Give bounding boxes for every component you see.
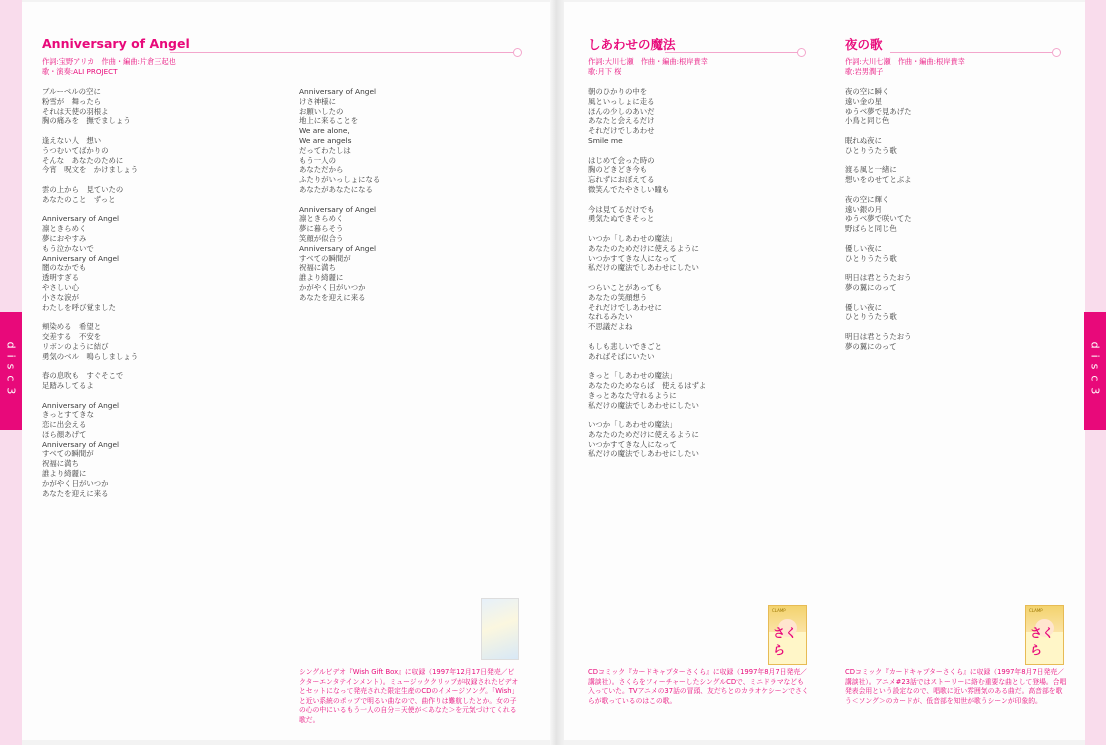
lyrics-stanza — [42, 371, 138, 391]
lyrics-stanza — [845, 303, 912, 323]
lyric-line: 遠い金の星 — [845, 96, 882, 106]
lyric-line: 野ばらと同じ色 — [845, 224, 897, 234]
song-credits — [588, 57, 708, 77]
lyric-line: 想いをのせてとぶよ — [845, 175, 912, 185]
lyric-line: ふたりがいっしょになる — [299, 175, 381, 185]
title-rule — [890, 52, 1052, 53]
lyric-line: 明日は君とうたおう — [845, 273, 912, 283]
lyrics-stanza — [42, 185, 138, 205]
song-title: しあわせの魔法 — [588, 37, 676, 52]
lyric-line: あなたがあなたになる — [299, 184, 373, 194]
lyric-line: 優しい夜に — [845, 302, 882, 312]
lyric-line: Anniversary of Angel — [299, 87, 377, 96]
lyric-line: 地上に来ることを — [299, 116, 359, 126]
lyric-line: すべての瞬間が — [299, 253, 351, 263]
lyric-line: はじめて会った時の — [588, 155, 655, 165]
lyrics-stanza — [588, 156, 706, 195]
lyric-line: 夢に暮らそう — [299, 224, 344, 234]
lyric-line: 誰より綺麗に — [299, 273, 344, 283]
lyrics-stanza — [845, 165, 912, 185]
song-title: Anniversary of Angel — [42, 36, 190, 51]
lyric-line: お願いしたの — [299, 106, 344, 116]
lyric-line: 胸のどきどき今も — [588, 165, 648, 175]
lyrics-stanza — [845, 136, 912, 156]
lyrics-column — [845, 87, 912, 361]
lyric-line: 闇のなかでも — [42, 263, 87, 273]
lyric-line: あなたを迎えに来る — [42, 488, 109, 498]
credit-line: 歌:月下 桜 — [588, 67, 622, 76]
lyric-line: 凛ときらめく — [299, 214, 344, 224]
lyric-line: そんな あなたのために — [42, 155, 124, 165]
lyric-line: きっとあなた守れるように — [588, 390, 677, 400]
lyric-line: 胸の痛みを 撫でましょう — [42, 116, 131, 126]
lyric-line: 雲の上から 見ていたの — [42, 184, 124, 194]
lyrics-stanza — [588, 234, 706, 273]
lyric-line: 透明すぎる — [42, 273, 79, 283]
lyric-line: ひとりうたう歌 — [845, 253, 897, 263]
lyric-line: あなたのためだけに使えるように — [588, 429, 699, 439]
lyric-line: Anniversary of Angel — [42, 400, 120, 410]
lyric-line: 誰より綺麗に — [42, 469, 87, 479]
lyrics-stanza — [588, 371, 706, 410]
lyric-line: 私だけの魔法でしあわせにしたい — [588, 400, 699, 410]
lyric-line: 夜の空に瞬く — [845, 87, 890, 96]
credit-line: 作詞:大川七瀬 作曲・編曲:根岸貴幸 — [845, 57, 965, 66]
sakura-logo: さくら — [1030, 626, 1055, 657]
lyric-line: 逢えない人 想い — [42, 135, 102, 145]
credit-line: 歌:岩男潤子 — [845, 67, 884, 76]
lyric-line: つらいことがあっても — [588, 282, 662, 292]
lyric-line: 頬染める 希望と — [42, 322, 102, 332]
lyric-line: 交差する 不安を — [42, 331, 102, 341]
lyric-line: Smile me — [588, 135, 623, 145]
lyric-line: 微笑んでたやさしい瞳も — [588, 184, 670, 194]
lyric-line: もしも悲しいできごと — [588, 341, 662, 351]
song-note: CDコミック『カードキャプターさくら』に収録（1997年8月7日発売／講談社）。アニメ#23話ではストーリーに絡む重要な曲として登場。合唱発表会用という設定なので、唱歌に近い雰囲気のある曲だ。高音部を歌う＜ソング＞のカードが、低音部を知世が歌うシーンが印象的。 — [845, 668, 1067, 705]
lyric-line: わたしを呼び覚ました — [42, 302, 116, 312]
lyric-line: 粉雪が 舞ったら — [42, 96, 102, 106]
lyrics-stanza — [42, 214, 138, 312]
lyric-line: もう一人の — [299, 155, 336, 165]
cd-comic-cover-thumbnail — [1025, 605, 1064, 665]
lyric-line: 今宵 呪文を かけましょう — [42, 165, 139, 175]
lyric-line: ほんの少しのあいだ — [588, 106, 655, 116]
wish-gift-box-thumbnail — [481, 598, 519, 660]
rule-ornament — [513, 48, 522, 57]
lyric-line: Anniversary of Angel — [299, 243, 377, 253]
lyrics-column — [42, 87, 138, 508]
lyric-line: もう泣かないで — [42, 243, 94, 253]
lyric-line: 勇気たぬできそっと — [588, 214, 655, 224]
lyric-line: 夜の空に輝く — [845, 194, 890, 204]
lyrics-column — [588, 87, 706, 469]
lyric-line: 祝福に満ち — [299, 263, 336, 273]
lyrics-stanza — [42, 136, 138, 175]
lyric-line: ひとりうたう歌 — [845, 145, 897, 155]
lyrics-stanza — [299, 87, 380, 195]
lyric-line: 私だけの魔法でしあわせにしたい — [588, 449, 699, 459]
lyric-line: すべての瞬間が — [42, 449, 94, 459]
lyric-line: 足踏みしてるよ — [42, 380, 94, 390]
lyric-line: 凛ときらめく — [42, 224, 87, 234]
clamp-logo: CLAMP — [1029, 608, 1043, 613]
lyric-line: だってわたしは — [299, 145, 351, 155]
lyric-line: かがやく日がいつか — [299, 282, 366, 292]
lyrics-stanza — [588, 205, 706, 225]
lyric-line: 渡る風と一緒に — [845, 165, 897, 175]
lyric-line: 優しい夜に — [845, 243, 882, 253]
lyric-line: Anniversary of Angel — [42, 253, 120, 263]
lyric-line: We are angels — [299, 135, 352, 145]
lyric-line: きっとすてきな — [42, 410, 94, 420]
cd-comic-cover-thumbnail — [768, 605, 807, 665]
lyric-line: あなただから — [299, 165, 344, 175]
lyric-line: 不思議だよね — [588, 322, 633, 332]
lyrics-stanza — [588, 283, 706, 332]
lyric-line: やさしい心 — [42, 282, 79, 292]
lyric-line: 祝福に満ち — [42, 459, 79, 469]
lyric-line: 夢におやすみ — [42, 233, 87, 243]
lyric-line: それは天使の羽根よ — [42, 106, 109, 116]
song-credits — [845, 57, 965, 77]
lyrics-stanza — [845, 87, 912, 126]
lyric-line: 勇気のベル 鳴らしましょう — [42, 351, 139, 361]
lyric-line: 今は見てるだけでも — [588, 204, 655, 214]
lyric-line: あなたを迎えに来る — [299, 292, 366, 302]
lyrics-stanza — [845, 195, 912, 234]
lyrics-stanza — [845, 332, 912, 352]
song-title: 夜の歌 — [845, 37, 883, 52]
lyrics-stanza — [299, 205, 380, 303]
credit-line: 歌・演奏:ALI PROJECT — [42, 67, 118, 76]
lyric-line: リボンのように結び — [42, 341, 109, 351]
lyric-line: Anniversary of Angel — [42, 214, 120, 224]
lyric-line: 夢の翼にのって — [845, 341, 897, 351]
lyrics-stanza — [588, 87, 706, 146]
lyric-line: あなたのためならば 使えるはずよ — [588, 380, 707, 390]
lyric-line: Anniversary of Angel — [299, 204, 377, 214]
lyrics-stanza — [42, 322, 138, 361]
lyric-line: いつか「しあわせの魔法」 — [588, 420, 677, 430]
lyric-line: いつかすてきな人になって — [588, 253, 677, 263]
song-note: CDコミック『カードキャプターさくら』に収録（1997年8月7日発売／講談社）。さくらをフィーチャーしたシングルCDで、ミニドラマなども入っていた。TVアニメの37話の冒頭、友だちとのカラオケシーンでさくらが歌っているのはこの歌。 — [588, 668, 809, 705]
lyric-line: 夢の翼にのって — [845, 282, 897, 292]
credit-line: 作詞:大川七瀬 作曲・編曲:根岸貴幸 — [588, 57, 708, 66]
lyric-line: 眠れぬ夜に — [845, 135, 882, 145]
lyric-line: うつむいてばかりの — [42, 145, 109, 155]
lyrics-stanza — [845, 244, 912, 264]
lyrics-stanza — [588, 342, 706, 362]
lyric-line: いつか「しあわせの魔法」 — [588, 233, 677, 243]
lyrics-stanza — [588, 420, 706, 459]
lyric-line: 明日は君とうたおう — [845, 331, 912, 341]
disc-tab-label: disc3 — [1088, 341, 1102, 401]
lyric-line: 私だけの魔法でしあわせにしたい — [588, 263, 699, 273]
lyric-line: いつかすてきな人になって — [588, 439, 677, 449]
lyric-line: 朝のひかりの中を — [588, 87, 648, 96]
book-gutter — [550, 0, 564, 745]
lyric-line: 忘れずにおぼえてる — [588, 175, 655, 185]
credit-line: 作詞:宝野アリカ 作曲・編曲:片倉三起也 — [42, 57, 176, 66]
lyrics-column — [299, 87, 380, 312]
lyric-line: 恋に出会える — [42, 420, 87, 430]
lyric-line: We are alone, — [299, 126, 350, 136]
song-credits — [42, 57, 176, 77]
disc-tab-left — [0, 312, 22, 430]
lyric-line: ほら顔あげて — [42, 429, 87, 439]
lyric-line: あなたのためだけに使えるように — [588, 243, 699, 253]
title-rule — [170, 52, 513, 53]
lyric-line: あなたの笑顔想う — [588, 292, 648, 302]
lyric-line: あればそばにいたい — [588, 351, 655, 361]
disc-tab-right — [1084, 312, 1106, 430]
lyric-line: それだけでしあわせに — [588, 302, 662, 312]
lyric-line: ゆうべ夢で見あげた — [845, 106, 912, 116]
lyric-line: Anniversary of Angel — [42, 439, 120, 449]
clamp-logo: CLAMP — [772, 608, 786, 613]
lyrics-stanza — [42, 87, 138, 126]
sakura-logo: さくら — [773, 626, 798, 657]
lyric-line: ゆうべ夢で咲いてた — [845, 214, 912, 224]
lyric-line: けさ神様に — [299, 96, 336, 106]
lyric-line: ひとりうたう歌 — [845, 312, 897, 322]
lyric-line: 風といっしょに走る — [588, 96, 655, 106]
title-rule — [665, 52, 798, 53]
lyric-line: 遠い銀の月 — [845, 204, 882, 214]
lyric-line: あなたと会えるだけ — [588, 116, 655, 126]
lyrics-stanza — [845, 273, 912, 293]
lyric-line: 小さな涙が — [42, 292, 79, 302]
lyric-line: 春の息吹も すぐそこで — [42, 371, 124, 381]
lyric-line: ブルーベルの空に — [42, 87, 101, 96]
lyric-line: あなたのこと ずっと — [42, 194, 116, 204]
lyric-line: 小鳥と同じ色 — [845, 116, 890, 126]
rule-ornament — [1052, 48, 1061, 57]
lyric-line: かがやく日がいつか — [42, 478, 109, 488]
lyrics-stanza — [42, 401, 138, 499]
lyric-line: 笑顔が似合う — [299, 233, 344, 243]
disc-tab-label: disc3 — [4, 341, 18, 401]
lyric-line: きっと「しあわせの魔法」 — [588, 371, 677, 381]
song-note: シングルビデオ『Wish Gift Box』に収録（1997年12月17日発売／ビクターエンタテインメント）。ミュージッククリップが収録されたビデオとセットになって発売された限定生産のCDのイメージソング。「Wish」と近い系統のポップで明るい曲なので、曲作りは難航したとか。女の子の心の中にいるもう一人の自分＝天使が＜あなた＞を元気づけてくれる歌だ。 — [299, 668, 519, 724]
lyric-line: なれるみたい — [588, 312, 633, 322]
lyric-line: それだけでしあわせ — [588, 126, 655, 136]
rule-ornament — [797, 48, 806, 57]
